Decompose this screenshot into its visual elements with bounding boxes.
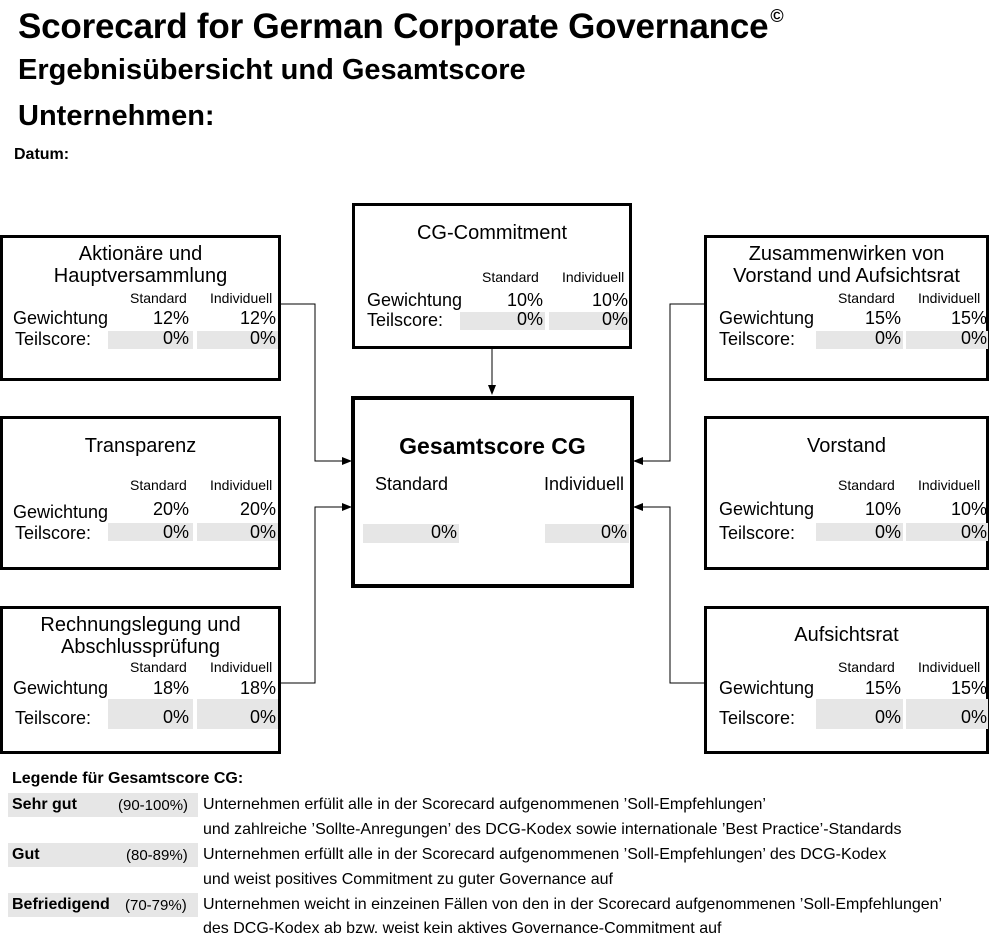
box-commitment [352, 203, 632, 349]
arrowhead-commitment [488, 385, 496, 395]
gesamt-col-individuell: Individuell [544, 474, 625, 494]
row-weight-label: Gewichtung [13, 308, 109, 328]
weight-standard: 18% [152, 678, 189, 698]
arrowhead-aufsichtsrat [633, 503, 643, 511]
weight-standard: 15% [864, 308, 901, 328]
box-vorstand [704, 416, 989, 570]
weight-individuell: 20% [239, 499, 276, 519]
box-title-line2: Hauptversammlung [53, 265, 228, 287]
weight-individuell: 15% [950, 678, 987, 698]
box-title: Vorstand [807, 435, 886, 457]
box-zusammenwirken [704, 235, 989, 381]
col-individuell: Individuell [918, 477, 981, 493]
box-aktionaere [0, 235, 281, 381]
box-title-line1: Zusammenwirken von [748, 243, 945, 265]
weight-standard: 20% [152, 499, 189, 519]
row-weight-label: Gewichtung [13, 678, 109, 698]
row-weight-label: Gewichtung [367, 290, 463, 310]
legend-text-befriedigend-2: des DCG-Kodex ab bzw. weist kein aktives Governance-Commitment auf [203, 920, 722, 937]
title-text: Scorecard for German Corporate Governance [18, 7, 769, 46]
copyright-mark: © [770, 6, 784, 26]
score-individuell: 0% [960, 328, 987, 348]
score-individuell: 0% [960, 707, 987, 727]
legend-range-sehr-gut: (90-100%) [118, 797, 189, 814]
score-individuell: 0% [249, 522, 276, 542]
gesamt-score-standard: 0% [430, 522, 457, 542]
score-standard: 0% [162, 522, 189, 542]
weight-individuell: 10% [950, 499, 987, 519]
gesamt-score-individuell: 0% [600, 522, 627, 542]
col-standard: Standard [482, 269, 539, 285]
score-standard: 0% [874, 707, 901, 727]
row-score-label: Teilscore: [719, 708, 796, 728]
weight-standard: 12% [152, 308, 189, 328]
col-standard: Standard [838, 659, 895, 675]
col-standard: Standard [838, 290, 895, 306]
box-transparenz [0, 416, 281, 570]
col-individuell: Individuell [210, 659, 273, 675]
score-standard: 0% [162, 707, 189, 727]
box-title-line1: Rechnungslegung und [40, 614, 241, 636]
weight-individuell: 12% [239, 308, 276, 328]
row-score-label: Teilscore: [719, 523, 796, 543]
legend-text-befriedigend-1: Unternehmen weicht in einzeinen Fällen von den in der Scorecard aufgenommenen ’Soll-Empfehlungen’ [203, 896, 943, 913]
score-standard: 0% [516, 309, 543, 329]
row-score-label: Teilscore: [15, 708, 92, 728]
col-individuell: Individuell [918, 659, 981, 675]
col-individuell: Individuell [210, 290, 273, 306]
legend-text-sehr-gut-1: Unternehmen erfülit alle in der Scorecard aufgenommenen ’Soll-Empfehlungen’ [203, 796, 766, 813]
weight-individuell: 15% [950, 308, 987, 328]
date-label: Datum: [14, 146, 70, 163]
score-standard: 0% [162, 328, 189, 348]
box-title-line2: Abschlussprüfung [61, 636, 220, 658]
col-standard: Standard [130, 659, 187, 675]
box-title-line2: Vorstand und Aufsichtsrat [733, 265, 960, 287]
col-standard: Standard [838, 477, 895, 493]
connector-zusammenwirken [642, 304, 706, 461]
legend-range-gut: (80-89%) [126, 847, 188, 864]
row-score-label: Teilscore: [719, 329, 796, 349]
page-subtitle: Ergebnisübersicht und Gesamtscore [18, 54, 526, 86]
col-individuell: Individuell [210, 477, 273, 493]
box-title: Transparenz [84, 435, 197, 457]
connector-aufsichtsrat [642, 507, 706, 683]
box-gesamtscore [351, 396, 634, 588]
score-standard: 0% [874, 522, 901, 542]
row-weight-label: Gewichtung [719, 499, 815, 519]
legend-text-gut-1: Unternehmen erfüllt alle in der Scorecard aufgenommenen ’Soll-Empfehlungen’ des DCG-Kodex [203, 846, 887, 863]
box-title-line1: Aktionäre und [78, 243, 203, 265]
row-score-label: Teilscore: [15, 329, 92, 349]
box-rechnungslegung [0, 606, 281, 754]
box-aufsichtsrat [704, 606, 989, 754]
row-weight-label: Gewichtung [13, 502, 109, 522]
col-individuell: Individuell [918, 290, 981, 306]
row-score-label: Teilscore: [15, 523, 92, 543]
row-weight-label: Gewichtung [719, 678, 815, 698]
box-title: CG-Commitment [416, 222, 567, 244]
company-label: Unternehmen: [18, 100, 215, 132]
col-standard: Standard [130, 290, 187, 306]
legend-title: Legende für Gesamtscore CG: [12, 770, 244, 787]
row-weight-label: Gewichtung [719, 308, 815, 328]
score-standard: 0% [874, 328, 901, 348]
arrowhead-zusammenwirken [633, 457, 643, 465]
col-standard: Standard [130, 477, 187, 493]
col-individuell: Individuell [562, 269, 625, 285]
legend-name-sehr-gut: Sehr gut [12, 796, 77, 813]
legend-name-befriedigend: Befriedigend [12, 896, 110, 913]
box-title: Aufsichtsrat [794, 624, 899, 646]
connector-aktionaere [279, 304, 343, 461]
gesamt-col-standard: Standard [375, 474, 449, 494]
weight-individuell: 10% [591, 290, 628, 310]
connector-rechnungslegung [279, 507, 343, 683]
score-individuell: 0% [249, 328, 276, 348]
score-individuell: 0% [960, 522, 987, 542]
row-score-label: Teilscore: [367, 310, 444, 330]
score-individuell: 0% [249, 707, 276, 727]
weight-standard: 10% [506, 290, 543, 310]
weight-standard: 15% [864, 678, 901, 698]
legend-text-sehr-gut-2: und zahlreiche ’Sollte-Anregungen’ des DCG-Kodex sowie internationale ’Best Practice’-Standards [203, 821, 902, 838]
gesamtscore-title: Gesamtscore CG [399, 433, 586, 459]
score-individuell: 0% [601, 309, 628, 329]
weight-individuell: 18% [239, 678, 276, 698]
legend-text-gut-2: und weist positives Commitment zu guter Governance auf [203, 871, 613, 888]
weight-standard: 10% [864, 499, 901, 519]
legend-name-gut: Gut [12, 846, 40, 863]
legend-range-befriedigend: (70-79%) [125, 897, 187, 914]
